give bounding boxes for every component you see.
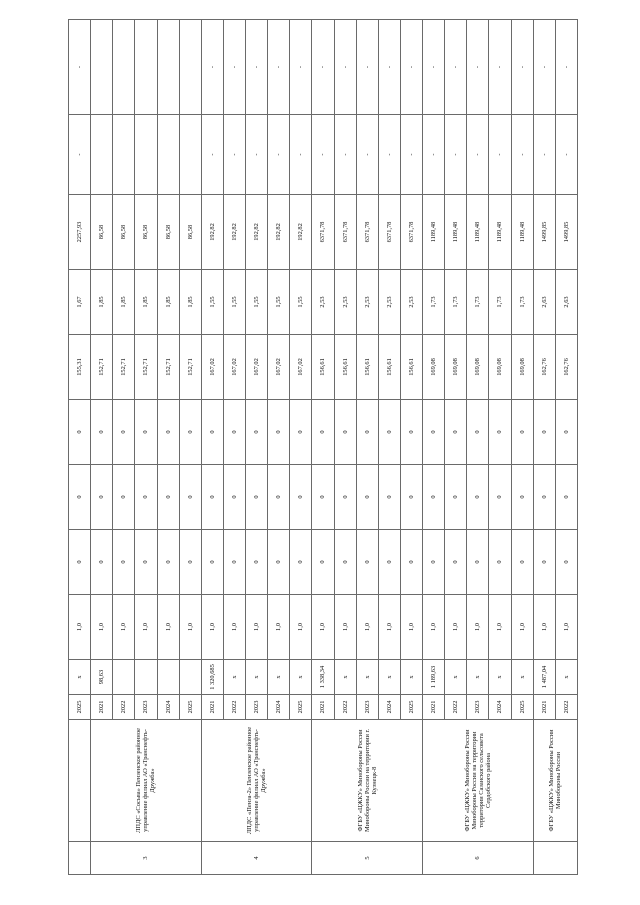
cell-v10: - — [290, 20, 312, 115]
cell-v2: 1,0 — [378, 595, 400, 660]
cell-v6: 167,02 — [268, 335, 290, 400]
cell-v7: 2,53 — [356, 270, 378, 335]
cell-v5: 0 — [113, 400, 135, 465]
cell-year: 2025 — [69, 695, 91, 720]
cell-v4: 0 — [445, 465, 467, 530]
cell-v10: - — [423, 20, 445, 115]
cell-v10: - — [268, 20, 290, 115]
cell-v9: - — [246, 115, 268, 195]
cell-no: 5 — [312, 842, 423, 875]
cell-v8: 6371,78 — [356, 195, 378, 270]
cell-v2: 1,0 — [113, 595, 135, 660]
cell-no — [533, 842, 577, 875]
cell-v8: 1499,85 — [533, 195, 555, 270]
cell-v1: x — [246, 660, 268, 695]
cell-v3: 0 — [511, 530, 533, 595]
cell-year: 2025 — [179, 695, 201, 720]
cell-v2: 1,0 — [489, 595, 511, 660]
cell-v6: 169,08 — [445, 335, 467, 400]
cell-v7: 2,63 — [555, 270, 577, 335]
cell-v7: 1,55 — [223, 270, 245, 335]
cell-v8: 1189,48 — [511, 195, 533, 270]
cell-v10: - — [489, 20, 511, 115]
cell-v7: 2,53 — [400, 270, 422, 335]
table-row — [312, 20, 334, 875]
cell-v2: 1,0 — [290, 595, 312, 660]
cell-v10: - — [334, 20, 356, 115]
cell-v5: 0 — [223, 400, 245, 465]
cell-v6: 152,71 — [91, 335, 113, 400]
cell-v6: 155,31 — [69, 335, 91, 400]
cell-v9: - — [511, 115, 533, 195]
cell-v5: 0 — [533, 400, 555, 465]
cell-v5: 0 — [334, 400, 356, 465]
cell-year: 2024 — [268, 695, 290, 720]
cell-v8: 1189,48 — [489, 195, 511, 270]
cell-v10: - — [312, 20, 334, 115]
cell-v8: 1189,48 — [445, 195, 467, 270]
cell-v1: x — [489, 660, 511, 695]
cell-v10: - — [445, 20, 467, 115]
cell-name — [69, 720, 91, 842]
table-row — [533, 20, 555, 875]
cell-v4: 0 — [290, 465, 312, 530]
cell-v7: 1,73 — [489, 270, 511, 335]
rotated-table-wrapper — [68, 20, 578, 875]
cell-v8: 86,58 — [91, 195, 113, 270]
cell-v1: x — [290, 660, 312, 695]
cell-v5: 0 — [179, 400, 201, 465]
cell-v4: 0 — [246, 465, 268, 530]
cell-v10: - — [69, 20, 91, 115]
cell-v4: 0 — [268, 465, 290, 530]
cell-year: 2024 — [378, 695, 400, 720]
cell-v3: 0 — [290, 530, 312, 595]
cell-v1 — [113, 660, 135, 695]
cell-v5: 0 — [511, 400, 533, 465]
cell-v4: 0 — [378, 465, 400, 530]
cell-v9 — [135, 115, 157, 195]
cell-v7: 2,53 — [334, 270, 356, 335]
cell-v10: - — [246, 20, 268, 115]
cell-v3: 0 — [467, 530, 489, 595]
cell-v9: - — [334, 115, 356, 195]
cell-v8: 192,82 — [268, 195, 290, 270]
cell-v1: 98,63 — [91, 660, 113, 695]
cell-v9: - — [489, 115, 511, 195]
cell-v9: - — [467, 115, 489, 195]
cell-v7: 1,55 — [246, 270, 268, 335]
cell-v5: 0 — [467, 400, 489, 465]
cell-v9: - — [290, 115, 312, 195]
cell-v9: - — [223, 115, 245, 195]
cell-v1 — [179, 660, 201, 695]
cell-v8: 6371,78 — [334, 195, 356, 270]
cell-v10 — [157, 20, 179, 115]
cell-v2: 1,0 — [91, 595, 113, 660]
cell-v4: 0 — [223, 465, 245, 530]
cell-v3: 0 — [201, 530, 223, 595]
cell-v2: 1,0 — [511, 595, 533, 660]
cell-v6: 167,02 — [290, 335, 312, 400]
cell-v7: 1,73 — [423, 270, 445, 335]
cell-year: 2022 — [334, 695, 356, 720]
cell-v5: 0 — [91, 400, 113, 465]
cell-v5: 0 — [135, 400, 157, 465]
cell-year: 2021 — [91, 695, 113, 720]
cell-v4: 0 — [91, 465, 113, 530]
cell-year: 2025 — [511, 695, 533, 720]
cell-v6: 167,02 — [246, 335, 268, 400]
cell-v6: 167,02 — [223, 335, 245, 400]
cell-v6: 152,71 — [157, 335, 179, 400]
cell-v2: 1,0 — [423, 595, 445, 660]
cell-v3: 0 — [179, 530, 201, 595]
cell-v6: 156,61 — [356, 335, 378, 400]
cell-v4: 0 — [201, 465, 223, 530]
cell-v10: - — [356, 20, 378, 115]
cell-v7: 1,73 — [445, 270, 467, 335]
cell-v5: 0 — [69, 400, 91, 465]
cell-v1: 1 338,34 — [312, 660, 334, 695]
cell-v5: 0 — [290, 400, 312, 465]
cell-v8: 192,82 — [201, 195, 223, 270]
cell-year: 2022 — [555, 695, 577, 720]
cell-v6: 162,76 — [533, 335, 555, 400]
cell-v6: 169,08 — [423, 335, 445, 400]
cell-v2: 1,0 — [135, 595, 157, 660]
table-row — [423, 20, 445, 875]
cell-v1: x — [334, 660, 356, 695]
cell-v1: x — [268, 660, 290, 695]
cell-v8: 6371,78 — [378, 195, 400, 270]
cell-v10: - — [378, 20, 400, 115]
cell-v7: 1,85 — [91, 270, 113, 335]
cell-v9 — [113, 115, 135, 195]
cell-v5: 0 — [423, 400, 445, 465]
cell-v6: 156,61 — [312, 335, 334, 400]
cell-v6: 169,08 — [467, 335, 489, 400]
cell-v10: - — [533, 20, 555, 115]
cell-v4: 0 — [555, 465, 577, 530]
cell-v2: 1,0 — [445, 595, 467, 660]
cell-v5: 0 — [378, 400, 400, 465]
cell-v4: 0 — [467, 465, 489, 530]
cell-no: 4 — [201, 842, 312, 875]
cell-v5: 0 — [268, 400, 290, 465]
cell-v6: 152,71 — [135, 335, 157, 400]
cell-v9: - — [445, 115, 467, 195]
cell-v7: 1,55 — [268, 270, 290, 335]
cell-name: ФГБУ «ЦЖКУ» Минобороны России Минобороны России — [533, 720, 577, 842]
cell-v4: 0 — [334, 465, 356, 530]
table-row — [91, 20, 113, 875]
cell-v7: 1,85 — [157, 270, 179, 335]
table-row — [201, 20, 223, 875]
cell-year: 2021 — [533, 695, 555, 720]
cell-v7: 2,53 — [312, 270, 334, 335]
cell-year: 2023 — [135, 695, 157, 720]
cell-year: 2022 — [113, 695, 135, 720]
cell-v2: 1,0 — [246, 595, 268, 660]
cell-v4: 0 — [511, 465, 533, 530]
cell-v7: 1,55 — [201, 270, 223, 335]
cell-v8: 192,82 — [290, 195, 312, 270]
cell-v6: 156,61 — [378, 335, 400, 400]
cell-v3: 0 — [135, 530, 157, 595]
cell-v3: 0 — [91, 530, 113, 595]
cell-v5: 0 — [489, 400, 511, 465]
cell-v4: 0 — [533, 465, 555, 530]
cell-v4: 0 — [356, 465, 378, 530]
cell-v8: 1189,48 — [467, 195, 489, 270]
cell-year: 2024 — [489, 695, 511, 720]
cell-year: 2022 — [223, 695, 245, 720]
table-row — [69, 20, 91, 875]
cell-v9: - — [555, 115, 577, 195]
cell-v3: 0 — [378, 530, 400, 595]
cell-v1: 1 487,04 — [533, 660, 555, 695]
cell-name: ФГБУ «ЦЖКУ» Минобороны России Минобороны России на территории г. Кузнецк-8 — [312, 720, 423, 842]
cell-v1: x — [511, 660, 533, 695]
cell-v5: 0 — [400, 400, 422, 465]
cell-v1: x — [445, 660, 467, 695]
cell-name: ЛПДС «Пенза-2» Пензенское районное управление филиал АО «Транснефть-Дружба» — [201, 720, 312, 842]
cell-v10: - — [467, 20, 489, 115]
cell-v8: 1499,85 — [555, 195, 577, 270]
cell-v9: - — [312, 115, 334, 195]
cell-v2: 1,0 — [69, 595, 91, 660]
cell-no: 6 — [423, 842, 534, 875]
cell-v3: 0 — [113, 530, 135, 595]
cell-v7: 2,63 — [533, 270, 555, 335]
cell-v7: 1,73 — [511, 270, 533, 335]
cell-v8: 192,82 — [246, 195, 268, 270]
cell-v1: x — [555, 660, 577, 695]
cell-v4: 0 — [423, 465, 445, 530]
cell-year: 2025 — [290, 695, 312, 720]
cell-v9 — [157, 115, 179, 195]
cell-v2: 1,0 — [179, 595, 201, 660]
cell-v1: x — [69, 660, 91, 695]
cell-v1: 1 189,63 — [423, 660, 445, 695]
cell-v4: 0 — [400, 465, 422, 530]
cell-v4: 0 — [179, 465, 201, 530]
cell-v1: x — [378, 660, 400, 695]
cell-name: ЛПДС «Сосьва» Пензенское районное управление филиал АО «Транснефть-Дружба» — [91, 720, 202, 842]
cell-v1: x — [356, 660, 378, 695]
cell-v5: 0 — [312, 400, 334, 465]
cell-v6: 169,08 — [489, 335, 511, 400]
cell-v9: - — [423, 115, 445, 195]
cell-v9: - — [533, 115, 555, 195]
cell-v2: 1,0 — [312, 595, 334, 660]
cell-v1 — [135, 660, 157, 695]
cell-v2: 1,0 — [467, 595, 489, 660]
cell-v8: 86,58 — [157, 195, 179, 270]
cell-v10: - — [223, 20, 245, 115]
cell-v8: 86,58 — [179, 195, 201, 270]
cell-v6: 162,76 — [555, 335, 577, 400]
cell-v3: 0 — [555, 530, 577, 595]
cell-v3: 0 — [268, 530, 290, 595]
cell-v9 — [91, 115, 113, 195]
cell-v10: - — [511, 20, 533, 115]
cell-v7: 1,67 — [69, 270, 91, 335]
cell-v2: 1,0 — [555, 595, 577, 660]
cell-v8: 1189,48 — [423, 195, 445, 270]
cell-v1: x — [223, 660, 245, 695]
cell-year: 2023 — [467, 695, 489, 720]
cell-v7: 2,53 — [378, 270, 400, 335]
cell-v2: 1,0 — [201, 595, 223, 660]
cell-v3: 0 — [445, 530, 467, 595]
cell-v10 — [135, 20, 157, 115]
cell-v3: 0 — [69, 530, 91, 595]
cell-v9: - — [268, 115, 290, 195]
cell-year: 2021 — [312, 695, 334, 720]
cell-v9 — [179, 115, 201, 195]
table-body — [69, 20, 578, 875]
cell-v2: 1,0 — [157, 595, 179, 660]
cell-v8: 6371,78 — [312, 195, 334, 270]
cell-v3: 0 — [400, 530, 422, 595]
cell-v9: - — [400, 115, 422, 195]
cell-v2: 1,0 — [334, 595, 356, 660]
cell-v3: 0 — [356, 530, 378, 595]
cell-v6: 152,71 — [113, 335, 135, 400]
cell-v7: 1,85 — [113, 270, 135, 335]
tariff-table — [68, 19, 578, 875]
cell-v5: 0 — [201, 400, 223, 465]
cell-v9: - — [356, 115, 378, 195]
cell-v8: 2257,93 — [69, 195, 91, 270]
cell-year: 2023 — [356, 695, 378, 720]
cell-no — [69, 842, 91, 875]
cell-v8: 6371,78 — [400, 195, 422, 270]
cell-v10 — [91, 20, 113, 115]
cell-year: 2022 — [445, 695, 467, 720]
cell-v8: 86,58 — [135, 195, 157, 270]
cell-year: 2021 — [201, 695, 223, 720]
cell-v1 — [157, 660, 179, 695]
cell-v3: 0 — [334, 530, 356, 595]
cell-v6: 156,61 — [334, 335, 356, 400]
cell-v1: 1 320,685 — [201, 660, 223, 695]
cell-v9: - — [69, 115, 91, 195]
cell-v2: 1,0 — [356, 595, 378, 660]
cell-v3: 0 — [312, 530, 334, 595]
cell-v6: 169,08 — [511, 335, 533, 400]
cell-no: 3 — [91, 842, 202, 875]
cell-v3: 0 — [489, 530, 511, 595]
cell-v7: 1,85 — [179, 270, 201, 335]
cell-v4: 0 — [157, 465, 179, 530]
cell-v8: 86,58 — [113, 195, 135, 270]
cell-v10: - — [555, 20, 577, 115]
cell-v3: 0 — [246, 530, 268, 595]
cell-v8: 192,82 — [223, 195, 245, 270]
cell-v6: 156,61 — [400, 335, 422, 400]
cell-v6: 152,71 — [179, 335, 201, 400]
cell-v3: 0 — [533, 530, 555, 595]
cell-v3: 0 — [157, 530, 179, 595]
cell-v7: 1,85 — [135, 270, 157, 335]
cell-v4: 0 — [113, 465, 135, 530]
cell-v10: - — [201, 20, 223, 115]
cell-v10 — [113, 20, 135, 115]
cell-v2: 1,0 — [533, 595, 555, 660]
cell-v9: - — [201, 115, 223, 195]
cell-v5: 0 — [356, 400, 378, 465]
cell-v5: 0 — [555, 400, 577, 465]
cell-year: 2024 — [157, 695, 179, 720]
cell-v4: 0 — [312, 465, 334, 530]
cell-v10 — [179, 20, 201, 115]
cell-v4: 0 — [489, 465, 511, 530]
cell-v4: 0 — [69, 465, 91, 530]
cell-v2: 1,0 — [223, 595, 245, 660]
cell-v9: - — [378, 115, 400, 195]
cell-v10: - — [400, 20, 422, 115]
cell-v5: 0 — [246, 400, 268, 465]
cell-v2: 1,0 — [268, 595, 290, 660]
cell-v6: 167,02 — [201, 335, 223, 400]
cell-v3: 0 — [423, 530, 445, 595]
cell-year: 2021 — [423, 695, 445, 720]
cell-v1: x — [467, 660, 489, 695]
cell-name: ФГБУ «ЦЖКУ» Минобороны России Минобороны России на территории территории Сазанского сельсовета Сердобского района — [423, 720, 534, 842]
cell-v4: 0 — [135, 465, 157, 530]
cell-v7: 1,55 — [290, 270, 312, 335]
cell-v7: 1,73 — [467, 270, 489, 335]
cell-v1: x — [400, 660, 422, 695]
cell-year: 2025 — [400, 695, 422, 720]
cell-v5: 0 — [445, 400, 467, 465]
cell-year: 2023 — [246, 695, 268, 720]
cell-v3: 0 — [223, 530, 245, 595]
cell-v2: 1,0 — [400, 595, 422, 660]
cell-v5: 0 — [157, 400, 179, 465]
